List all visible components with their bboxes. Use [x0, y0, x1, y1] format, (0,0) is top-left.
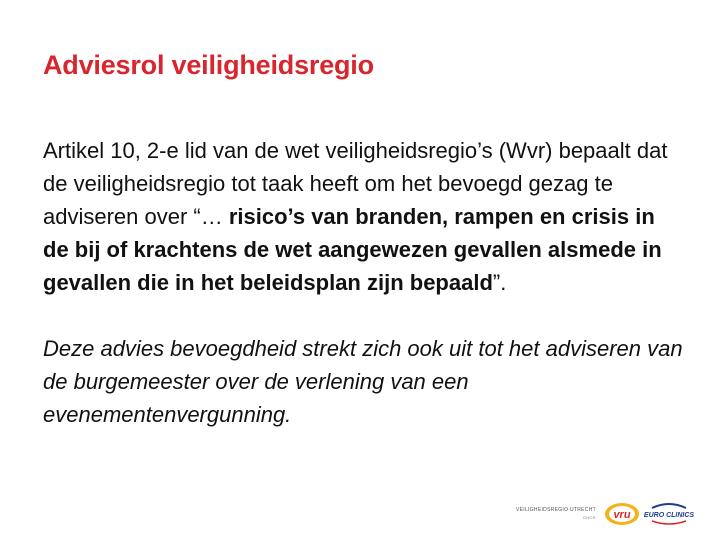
- organization-sub-text: GHOR: [582, 515, 596, 520]
- article-quote-bold: risico’s van branden, rampen en crisis in de bij of krachtens de wet aangewezen gevallen alsmede in gevallen die in het beleidsplan zijn bepaald: [43, 204, 662, 295]
- article-quote-end: ”.: [492, 270, 507, 295]
- vru-logo-text: vru: [613, 509, 631, 521]
- euro-clinics-logo-icon: [643, 502, 695, 526]
- paragraph-advice: Deze advies bevoegdheid strekt zich ook uit tot het adviseren van de burgemeester over de verlening van een evenementenvergunning.: [43, 336, 683, 427]
- organization-name-text: VEILIGHEIDSREGIO UTRECHT: [516, 507, 596, 513]
- slide-body: [43, 134, 683, 431]
- slide-title: Adviesrol veiligheidsregio: [43, 50, 374, 80]
- organization-name: [516, 507, 596, 521]
- footer-logos: [516, 502, 695, 526]
- euro-clinics-logo-text: EURO CLINICS: [643, 512, 695, 519]
- article-text: Artikel 10, 2-e lid van de wet veiligheidsregio’s (Wvr) bepaalt dat de veiligheidsregio tot taak heeft om het bevoegd gezag te adviseren over “…: [43, 138, 668, 229]
- vru-logo-icon: [604, 502, 640, 526]
- paragraph-article: [43, 134, 683, 299]
